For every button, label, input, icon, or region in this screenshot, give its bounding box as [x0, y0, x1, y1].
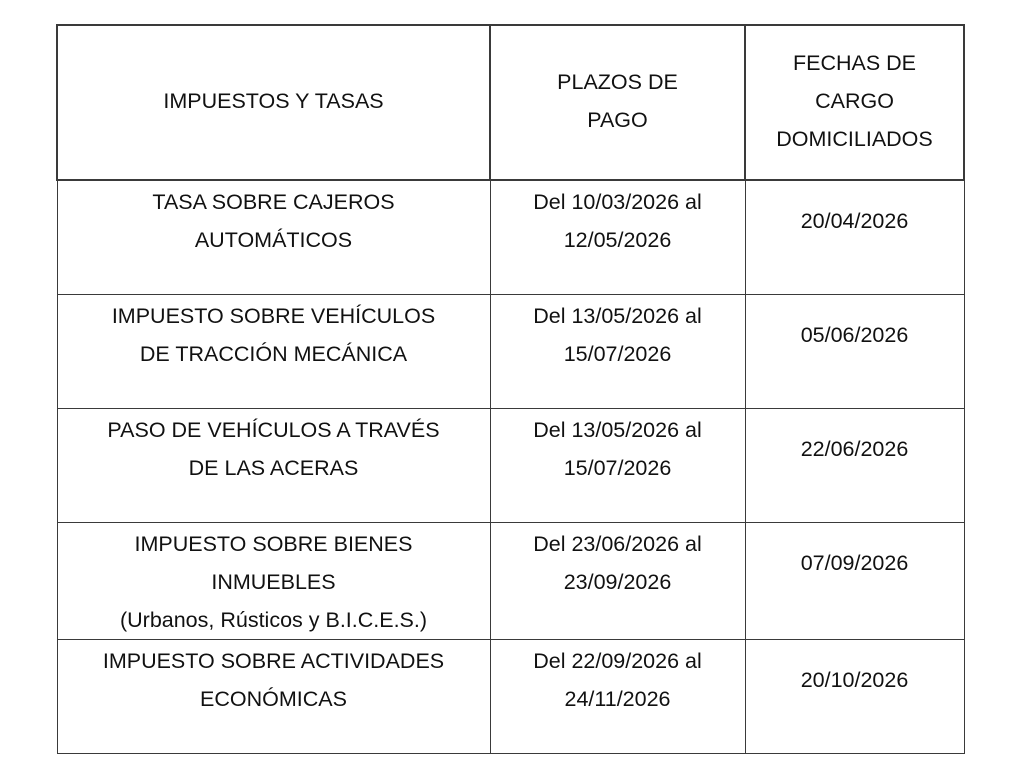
period-line: 15/07/2026: [563, 341, 672, 366]
table-row: [57, 294, 964, 408]
payment-period-cell: [490, 180, 745, 294]
tax-name-line: (Urbanos, Rústicos y B.I.C.E.S.): [119, 607, 428, 632]
period-line: 12/05/2026: [563, 228, 672, 252]
tax-name-cell: [57, 522, 490, 639]
tax-name-line: INMUEBLES: [211, 569, 336, 594]
period-line: 24/11/2026: [564, 686, 671, 711]
header-dates-line-1: FECHAS DE: [792, 50, 917, 75]
tax-name-cell: [57, 294, 490, 408]
header-charge-dates: [745, 25, 964, 180]
period-line: Del 22/09/2026 al: [533, 648, 702, 673]
charge-date-cell: [745, 294, 964, 408]
tax-name-line: AUTOMÁTICOS: [194, 228, 353, 252]
payment-period-cell: [490, 522, 745, 639]
tax-name-line: IMPUESTO SOBRE BIENES: [134, 531, 413, 556]
period-line: 23/09/2026: [563, 569, 672, 594]
period-line: 15/07/2026: [563, 455, 672, 480]
period-line: Del 13/05/2026 al: [533, 303, 702, 328]
tax-name-line: TASA SOBRE CAJEROS: [152, 190, 395, 214]
header-dates-line-3: DOMICILIADOS: [776, 126, 933, 151]
header-period-line-1: PLAZOS DE: [557, 69, 678, 94]
tax-name-line: ECONÓMICAS: [200, 686, 347, 711]
header-payment-period: [490, 25, 745, 180]
charge-date: 07/09/2026: [800, 550, 909, 575]
payment-period-cell: [490, 408, 745, 522]
charge-date-cell: [745, 408, 964, 522]
tax-calendar-table: [56, 24, 965, 754]
table-row: [57, 639, 964, 753]
tax-name-line: IMPUESTO SOBRE VEHÍCULOS: [111, 303, 436, 328]
tax-name-cell: [57, 408, 490, 522]
header-taxes: [57, 25, 490, 180]
header-dates-line-2: CARGO: [815, 88, 894, 113]
table-row: [57, 180, 964, 294]
charge-date: 05/06/2026: [800, 322, 909, 347]
period-line: Del 23/06/2026 al: [533, 531, 702, 556]
payment-period-cell: [490, 639, 745, 753]
header-taxes-label: IMPUESTOS Y TASAS: [163, 88, 384, 113]
tax-name-line: IMPUESTO SOBRE ACTIVIDADES: [102, 648, 445, 673]
table-row: [57, 408, 964, 522]
charge-date-cell: [745, 639, 964, 753]
tax-name-line: PASO DE VEHÍCULOS A TRAVÉS: [107, 417, 440, 442]
charge-date: 20/04/2026: [800, 209, 909, 233]
payment-period-cell: [490, 294, 745, 408]
charge-date-cell: [745, 180, 964, 294]
tax-name-cell: [57, 180, 490, 294]
charge-date-cell: [745, 522, 964, 639]
table-header-row: [57, 25, 964, 180]
tax-name-line: DE TRACCIÓN MECÁNICA: [139, 341, 408, 366]
table-row: [57, 522, 964, 639]
period-line: Del 10/03/2026 al: [533, 190, 702, 214]
period-line: Del 13/05/2026 al: [533, 417, 702, 442]
tax-name-line: DE LAS ACERAS: [188, 455, 359, 480]
tax-name-cell: [57, 639, 490, 753]
header-period-line-2: PAGO: [587, 107, 648, 132]
charge-date: 20/10/2026: [800, 667, 909, 692]
charge-date: 22/06/2026: [800, 436, 909, 461]
